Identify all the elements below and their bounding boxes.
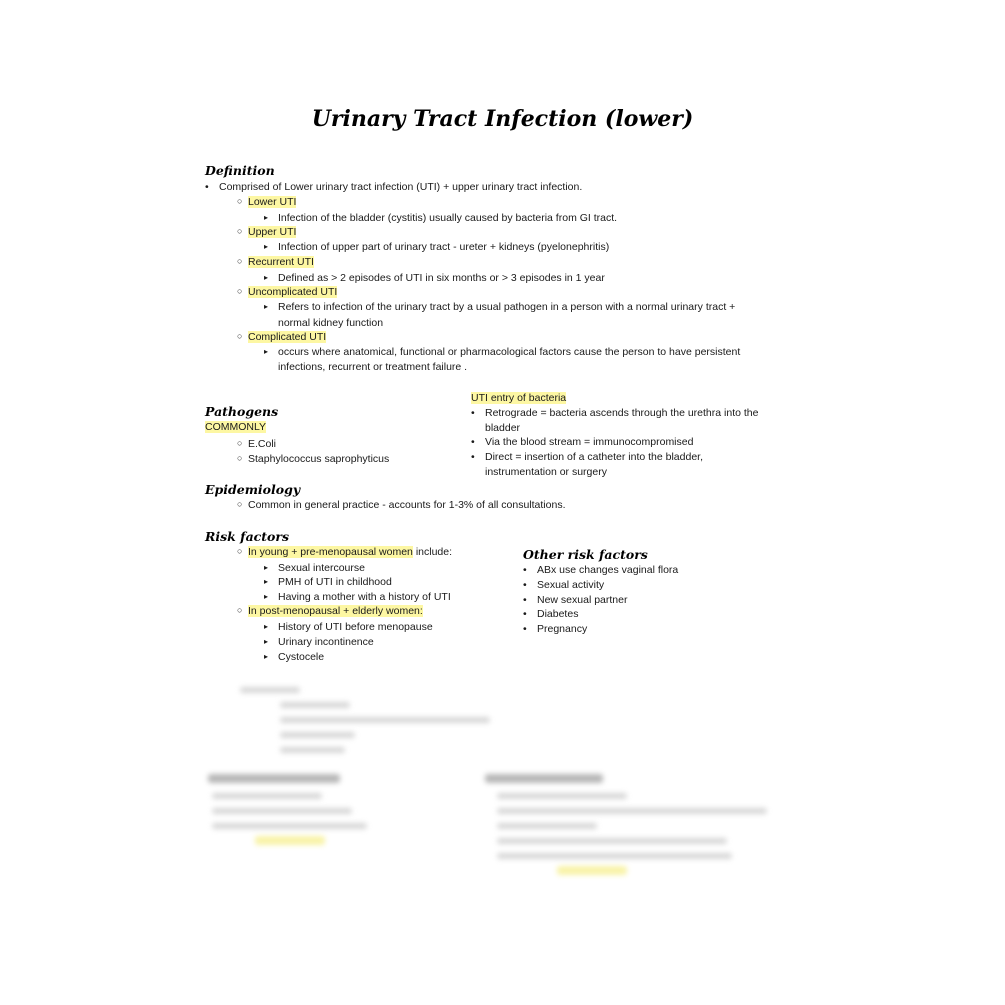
risk-item: ▸ PMH of UTI in childhood — [278, 576, 392, 588]
entry-item: bladder — [485, 422, 521, 434]
definition-item-detail: ▸ Infection of upper part of urinary tract - ureter + kidneys (pyelonephritis) — [278, 241, 609, 253]
other-risk-item: • Diabetes — [537, 608, 578, 620]
risk-heading: Risk factors — [205, 529, 290, 544]
definition-item-detail: normal kidney function — [278, 317, 384, 329]
other-risk-item: • Pregnancy — [537, 623, 587, 635]
other-risk-item: • New sexual partner — [537, 594, 627, 606]
entry-item: • Direct = insertion of a catheter into the bladder, — [485, 451, 703, 463]
risk-item: ▸ Sexual intercourse — [278, 562, 365, 574]
other-risk-item: • ABx use changes vaginal flora — [537, 564, 678, 576]
definition-item-label: ○ Complicated UTI — [248, 331, 326, 343]
definition-item-detail: ▸ occurs where anatomical, functional or pharmacological factors cause the person to have persistent — [278, 346, 740, 358]
definition-item-detail: ▸ Infection of the bladder (cystitis) usually caused by bacteria from GI tract. — [278, 212, 617, 224]
risk-item: ▸ History of UTI before menopause — [278, 621, 433, 633]
risk-item: ▸ Urinary incontinence — [278, 636, 374, 648]
pathogens-heading: Pathogens — [205, 404, 279, 419]
definition-item-label: ○ Upper UTI — [248, 226, 296, 238]
definition-item-label: ○ Recurrent UTI — [248, 256, 314, 268]
entry-item: • Via the blood stream = immunocompromised — [485, 436, 693, 448]
risk-group-post: ○ In post-menopausal + elderly women: — [248, 605, 423, 617]
other-risk-item: • Sexual activity — [537, 579, 604, 591]
pathogens-sub: COMMONLY — [205, 421, 267, 433]
entry-heading: UTI entry of bacteria — [471, 392, 567, 404]
pathogen-item: ○ E.Coli — [248, 438, 276, 450]
entry-item: • Retrograde = bacteria ascends through the urethra into the — [485, 407, 758, 419]
definition-item-label: ○ Lower UTI — [248, 196, 296, 208]
other-risk-heading: Other risk factors — [523, 547, 648, 562]
definition-item-detail: ▸ Defined as > 2 episodes of UTI in six months or > 3 episodes in 1 year — [278, 272, 605, 284]
page-title: Urinary Tract Infection (lower) — [311, 106, 694, 132]
definition-intro: • Comprised of Lower urinary tract infection (UTI) + upper urinary tract infection. — [219, 181, 582, 193]
epidemiology-heading: Epidemiology — [205, 482, 301, 497]
epidemiology-item: ○ Common in general practice - accounts for 1-3% of all consultations. — [248, 499, 566, 511]
risk-group-young: ○ In young + pre-menopausal women include: — [248, 546, 452, 558]
risk-item: ▸ Having a mother with a history of UTI — [278, 591, 451, 603]
risk-item: ▸ Cystocele — [278, 651, 324, 663]
definition-item-detail: ▸ Refers to infection of the urinary tract by a usual pathogen in a person with a normal urinary tract + — [278, 301, 735, 313]
entry-item: instrumentation or surgery — [485, 466, 607, 478]
definition-item-label: ○ Uncomplicated UTI — [248, 286, 337, 298]
definition-item-detail: infections, recurrent or treatment failure . — [278, 361, 468, 373]
definition-heading: Definition — [205, 163, 275, 178]
pathogen-item: ○ Staphylococcus saprophyticus — [248, 453, 389, 465]
